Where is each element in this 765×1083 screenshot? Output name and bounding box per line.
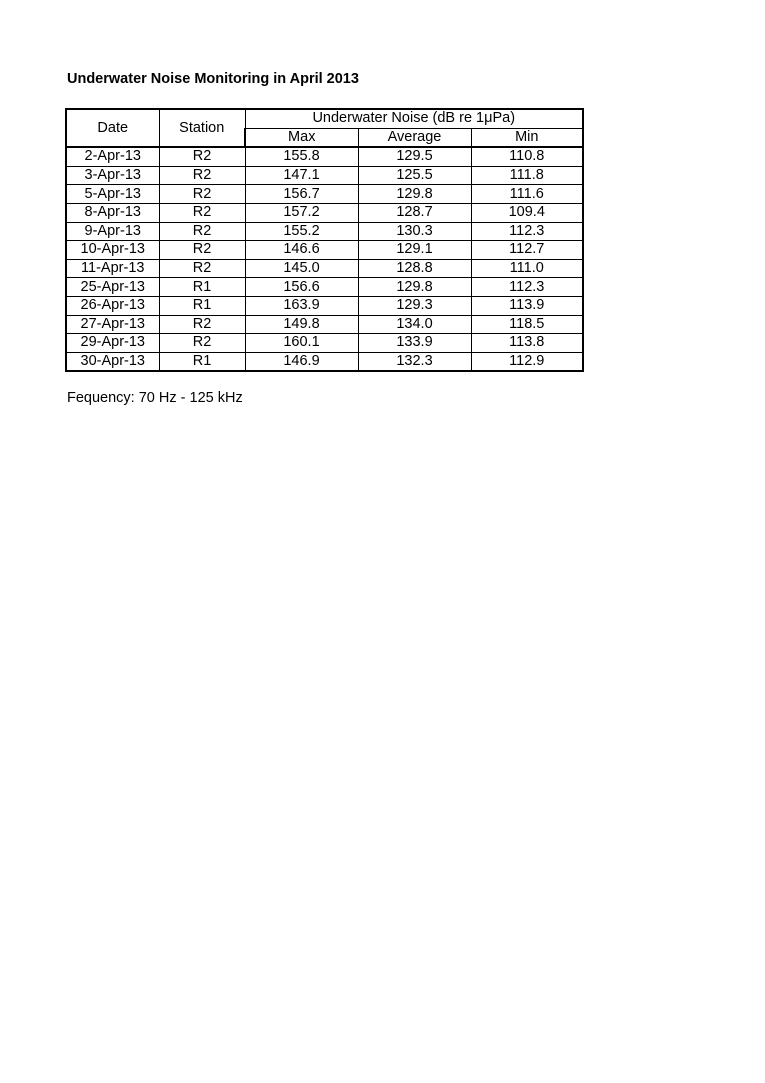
- page-title: Underwater Noise Monitoring in April 2013: [67, 71, 359, 87]
- cell-average: 129.1: [358, 241, 471, 260]
- cell-average: 133.9: [358, 334, 471, 353]
- cell-min: 111.0: [471, 259, 583, 278]
- cell-max: 147.1: [245, 166, 358, 185]
- cell-station: R2: [159, 315, 245, 334]
- table-row: [66, 352, 583, 371]
- header-row-top: [66, 109, 583, 128]
- cell-min: 112.3: [471, 278, 583, 297]
- cell-max: 149.8: [245, 315, 358, 334]
- cell-average: 128.8: [358, 259, 471, 278]
- cell-date: 26-Apr-13: [66, 296, 159, 315]
- cell-max: 155.2: [245, 222, 358, 241]
- cell-average: 129.3: [358, 296, 471, 315]
- cell-date: 5-Apr-13: [66, 185, 159, 204]
- cell-station: R1: [159, 278, 245, 297]
- cell-max: 156.6: [245, 278, 358, 297]
- cell-average: 129.5: [358, 147, 471, 166]
- table-row: [66, 296, 583, 315]
- cell-station: R1: [159, 296, 245, 315]
- header-noise-group: Underwater Noise (dB re 1μPa): [245, 109, 583, 128]
- table-header: [66, 109, 583, 147]
- table-row: [66, 315, 583, 334]
- cell-date: 3-Apr-13: [66, 166, 159, 185]
- table-row: [66, 166, 583, 185]
- noise-table: [65, 108, 584, 372]
- cell-date: 11-Apr-13: [66, 259, 159, 278]
- cell-max: 157.2: [245, 203, 358, 222]
- table-row: [66, 147, 583, 166]
- cell-station: R2: [159, 241, 245, 260]
- cell-station: R2: [159, 222, 245, 241]
- cell-max: 156.7: [245, 185, 358, 204]
- cell-date: 29-Apr-13: [66, 334, 159, 353]
- header-average: Average: [358, 128, 471, 147]
- cell-min: 113.8: [471, 334, 583, 353]
- table-body: [66, 147, 583, 371]
- cell-min: 112.7: [471, 241, 583, 260]
- cell-min: 112.9: [471, 352, 583, 371]
- cell-date: 2-Apr-13: [66, 147, 159, 166]
- cell-max: 163.9: [245, 296, 358, 315]
- cell-max: 146.6: [245, 241, 358, 260]
- cell-average: 132.3: [358, 352, 471, 371]
- table-row: [66, 334, 583, 353]
- cell-min: 110.8: [471, 147, 583, 166]
- table-row: [66, 203, 583, 222]
- table-row: [66, 185, 583, 204]
- cell-average: 129.8: [358, 278, 471, 297]
- cell-date: 9-Apr-13: [66, 222, 159, 241]
- cell-date: 27-Apr-13: [66, 315, 159, 334]
- cell-station: R2: [159, 166, 245, 185]
- cell-max: 160.1: [245, 334, 358, 353]
- table-row: [66, 222, 583, 241]
- frequency-note: Fequency: 70 Hz - 125 kHz: [67, 390, 243, 406]
- cell-average: 125.5: [358, 166, 471, 185]
- cell-station: R2: [159, 203, 245, 222]
- cell-station: R2: [159, 259, 245, 278]
- cell-max: 146.9: [245, 352, 358, 371]
- header-min: Min: [471, 128, 583, 147]
- table-row: [66, 278, 583, 297]
- cell-average: 129.8: [358, 185, 471, 204]
- cell-max: 145.0: [245, 259, 358, 278]
- cell-min: 109.4: [471, 203, 583, 222]
- cell-min: 111.8: [471, 166, 583, 185]
- cell-min: 111.6: [471, 185, 583, 204]
- table-row: [66, 241, 583, 260]
- cell-station: R2: [159, 147, 245, 166]
- header-station: Station: [159, 109, 245, 147]
- header-max: Max: [245, 128, 358, 147]
- cell-average: 128.7: [358, 203, 471, 222]
- cell-date: 10-Apr-13: [66, 241, 159, 260]
- header-date: Date: [66, 109, 159, 147]
- cell-average: 130.3: [358, 222, 471, 241]
- cell-date: 8-Apr-13: [66, 203, 159, 222]
- table-row: [66, 259, 583, 278]
- cell-date: 25-Apr-13: [66, 278, 159, 297]
- cell-average: 134.0: [358, 315, 471, 334]
- cell-min: 118.5: [471, 315, 583, 334]
- noise-table-container: [65, 108, 584, 372]
- cell-station: R2: [159, 185, 245, 204]
- cell-min: 112.3: [471, 222, 583, 241]
- cell-max: 155.8: [245, 147, 358, 166]
- cell-station: R2: [159, 334, 245, 353]
- cell-min: 113.9: [471, 296, 583, 315]
- cell-station: R1: [159, 352, 245, 371]
- cell-date: 30-Apr-13: [66, 352, 159, 371]
